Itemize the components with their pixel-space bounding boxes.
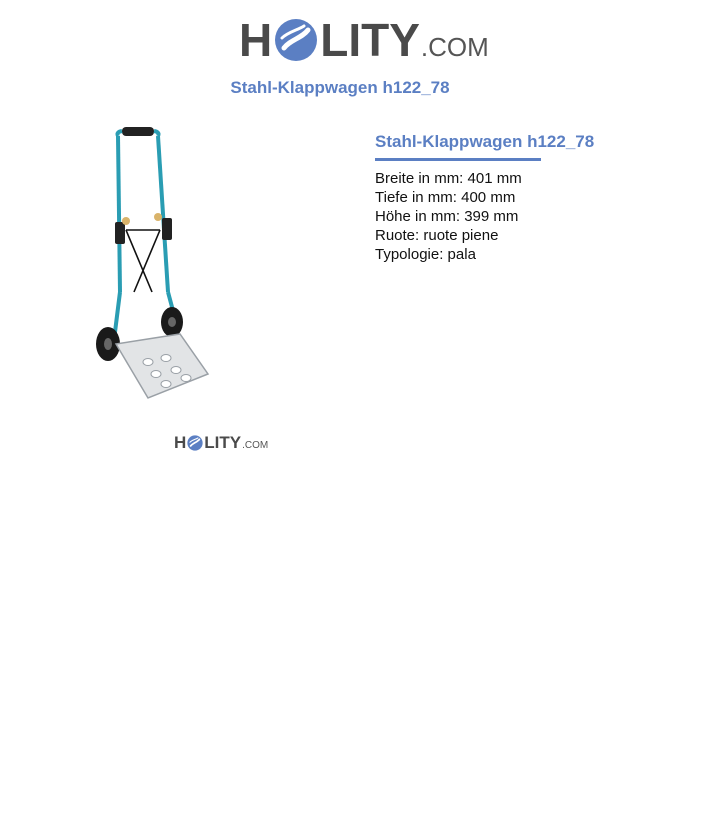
logo-letter-h: H — [239, 14, 273, 66]
spec-item: Höhe in mm: 399 mm — [375, 208, 519, 225]
logo-o-icon — [274, 18, 318, 62]
title-underline — [375, 158, 541, 161]
hand-truck-image — [88, 122, 218, 404]
logo-letter-h: H — [174, 433, 187, 452]
brand-logo[interactable] — [239, 10, 489, 70]
logo-domain: .COM — [242, 440, 269, 451]
spec-item: Breite in mm: 401 mm — [375, 170, 522, 187]
spec-list — [375, 169, 695, 264]
brand-logo-small — [174, 432, 268, 454]
logo-o-icon — [187, 435, 203, 451]
spec-item: Tiefe in mm: 400 mm — [375, 189, 516, 206]
page-title: Stahl-Klappwagen h122_78 — [230, 78, 450, 97]
logo-letters-lity: LITY — [320, 14, 420, 66]
product-detail — [375, 130, 695, 264]
product-title: Stahl-Klappwagen h122_78 — [375, 132, 595, 151]
product-image — [88, 122, 218, 404]
spec-item: Ruote: ruote piene — [375, 227, 499, 244]
logo-letters-lity: LITY — [204, 433, 242, 452]
logo-domain: .COM — [420, 32, 489, 62]
spec-item: Typologie: pala — [375, 246, 476, 263]
